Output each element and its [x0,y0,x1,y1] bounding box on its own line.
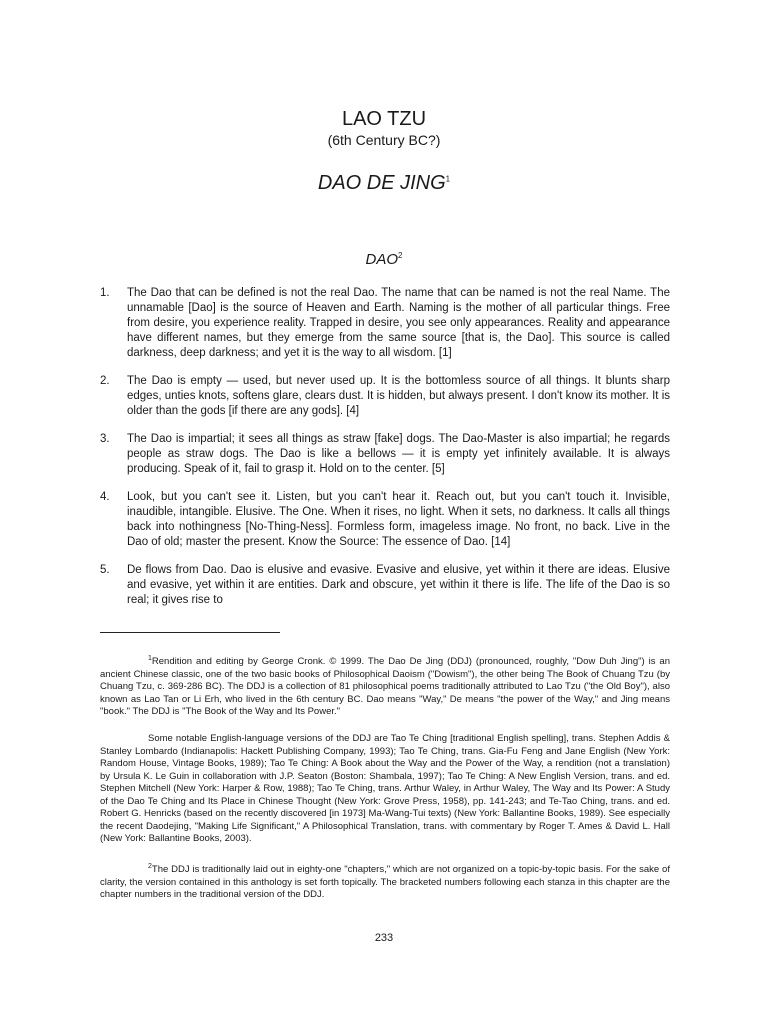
stanza-number: 2. [100,375,110,387]
stanza-number: 3. [100,433,110,445]
work-title-text: DAO DE JING [317,172,446,194]
stanza-item [100,490,670,550]
footnote [100,864,670,902]
stanza-number: 5. [100,564,110,576]
work-title [0,172,768,195]
stanza-number: 1. [100,287,110,299]
stanza-item [100,286,670,361]
section-title-text: DAO [365,251,399,268]
author-dates: (6th Century BC?) [327,132,441,148]
footnote-text: Some notable English-language versions of the DDJ are Tao Te Ching [traditional English spelling], trans. Stephen Addis & Stanley Lombardo (Indianapolis: Hackett Publishing Company, 1993); Tao Te Ching, trans. Gia-Fu Feng and Jane English (New York: Random House, Vintage Books, 1989); Tao Te Ching: A Book about the Way and the Power of the Way, a rendition (not a translation) by Ursula K. Le Guin in collaboration with J.P. Seaton (Boston: Shambala, 1997); Tao Te Ching: A New English Version, trans. and ed. Stephen Mitchell (New York: Harper & Row, 1988); Tao Te Ching, trans. Arthur Waley, in Arthur Waley, The Way and Its Power: A Study of the Dao Te Ching and Its Place in Chinese Thought (New York: Grove Press, 1958), pp. 141-243; and Te-Tao Ching, trans. and ed. Robert G. Henricks (based on the recently discovered [in 1973] Ma-Wang-Tui texts) (New York: Ballantine Books, 1989). See especially the recent Daodejing, "Making Life Significant," A Philosophical Translation, trans. with commentary by Roger T. Ames & David L. Hall (New York: Ballantine Books, 2003). [100,733,670,844]
stanza-text: The Dao is empty — used, but never used up. It is the bottomless source of all things. It blunts sharp edges, unties knots, softens glare, clears dust. It is hidden, but always present. I don't know its mother. It is older than the gods [if there are any gods]. [4] [127,375,670,417]
stanza-text: De flows from Dao. Dao is elusive and evasive. Evasive and elusive, yet within it there are ideas. Elusive and evasive, yet within it are entities. Dark and obscure, yet within it there is life. The life of the Dao is so real; it gives rise to [127,564,670,606]
footnote-mark: 2 [148,862,152,870]
author-heading: LAO TZU [341,108,427,130]
footnote-marker[interactable]: 2 [398,251,403,260]
stanza-item [100,563,670,606]
section-title [0,251,768,268]
footnote-continuation [100,733,670,846]
footnote-text: The DDJ is traditionally laid out in eighty-one "chapters," which are not organized on a topic-by-topic basis. For the sake of clarity, the version contained in this anthology is set forth topically. The bracketed numbers following each stanza in this chapter are the chapter numbers in the traditional version of the DDJ. [100,864,670,900]
footnote-mark: 1 [148,654,152,662]
stanza-text: The Dao is impartial; it sees all things as straw [fake] dogs. The Dao-Master is also impartial; he regards people as straw dogs. The Dao is like a bellows — it is empty yet infinitely available. It is always producing. Speak of it, fail to grasp it. Hold on to the center. [5] [127,433,670,475]
stanza-text: The Dao that can be defined is not the real Dao. The name that can be named is not the real Name. The unnamable [Dao] is the source of Heaven and Earth. Naming is the mother of all particular things. Free from desire, you experience reality. Trapped in desire, you see only appearances. Reality and appearance have different names, but they emerge from the same source [that is, the Dao]. This source is called darkness, deep darkness; and yet it is the way to all wisdom. [1] [127,287,670,359]
stanza-item [100,374,670,419]
footnote-divider [100,632,280,633]
stanza-number: 4. [100,491,110,503]
footnote [100,656,670,719]
footnote-text: Rendition and editing by George Cronk. © 1999. The Dao De Jing (DDJ) (pronounced, roughly, "Dow Duh Jing") is an ancient Chinese classic, one of the two basic books of Philosophical Daoism ("Dowism"), the other being The Book of Chuang Tzu (by Chuang Tzu, c. 369-286 BC). The DDJ is a collection of 81 philosophical poems traditionally attributed to Lao Tzu ("the Old Boy"), also known as Lao Tan or Li Erh, who lived in the 6th century BC. Dao means "Way," De means "the power of the Way," and Jing means "book." The DDJ is "The Book of the Way and Its Power." [100,656,670,717]
stanza-item [100,432,670,477]
page-number: 233 [374,932,394,944]
stanza-text: Look, but you can't see it. Listen, but you can't hear it. Reach out, but you can't touch it. Invisible, inaudible, intangible. Elusive. The One. When it rises, no light. When it sets, no darkness. It calls all things back into nothingness [No-Thing-Ness]. Formless form, imageless image. No front, no back. Live in the Dao of old; master the present. Know the Source: The essence of Dao. [14] [127,491,670,548]
footnote-marker[interactable]: 1 [445,174,451,184]
